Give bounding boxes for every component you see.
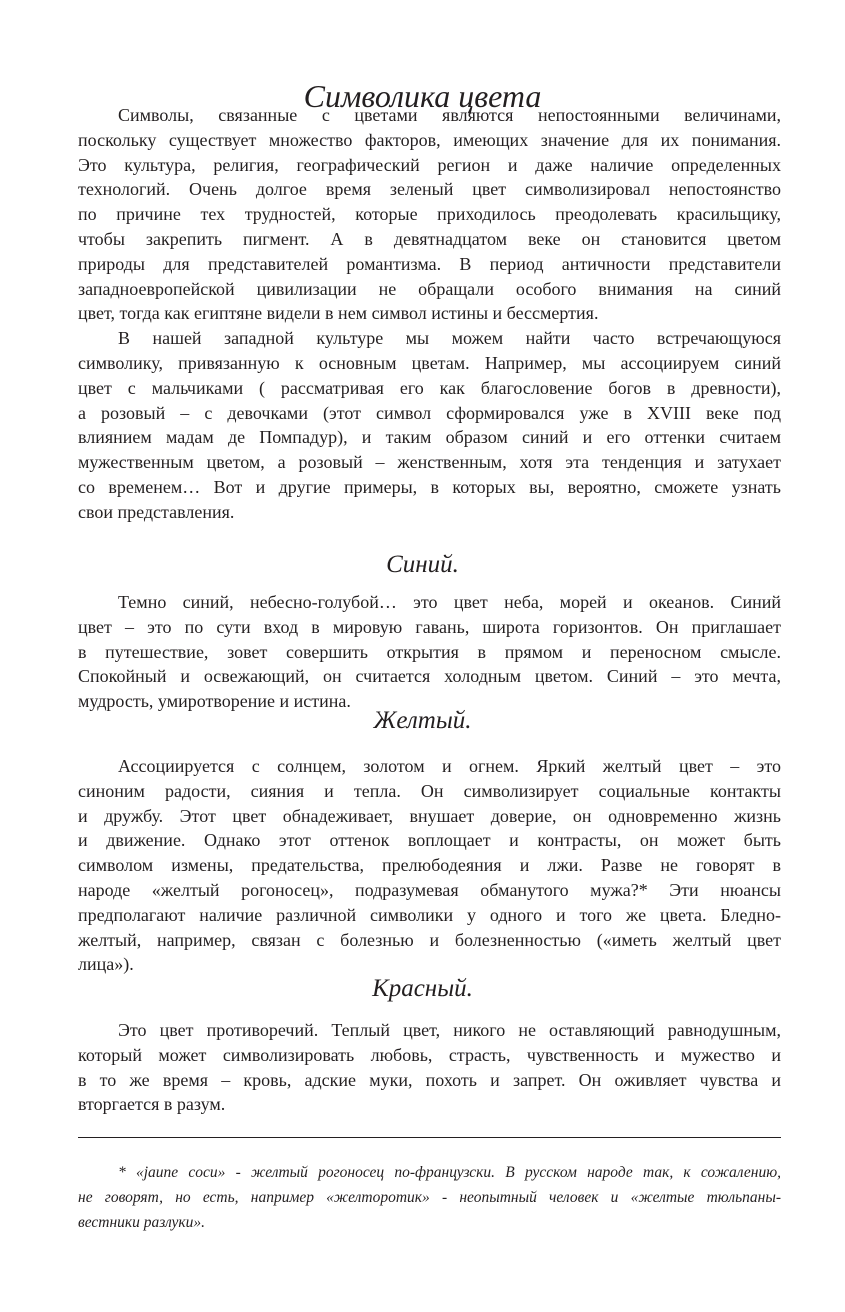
text-line: Символы, связанные с цветами являются непостоянными величинами, (118, 105, 781, 125)
section-body (78, 754, 781, 977)
text-line: цвет с мальчиками ( рассматривая его как благословение богов в древности), (78, 377, 781, 398)
section-heading: Красный. (372, 975, 473, 1002)
text-line: цвет, тогда как египтяне видели в нем символ истины и бессмертия. (78, 303, 599, 324)
text-line: синоним радости, сияния и тепла. Он символизирует социальные контакты (78, 780, 781, 801)
text-line: предполагают наличие различной символики у одного и того же цвета. Бледно- (78, 904, 781, 925)
text-line: в путешествие, зовет совершить открытия в прямом и переносном смысле. (78, 641, 781, 662)
text-line: чтобы закрепить пигмент. А в девятнадцатом веке он становится цветом (78, 228, 781, 249)
text-line: вторгается в разум. (78, 1094, 226, 1115)
footnote-line: не говорят, но есть, например «желторотик» - неопытный человек и «желтые тюльпаны- (78, 1189, 781, 1206)
text-line: а розовый – с девочками (этот символ сформировался уже в XVIII веке под (78, 402, 781, 423)
text-line: символику, привязанную к основным цветам. Например, мы ассоциируем синий (78, 352, 781, 373)
text-line: Это культура, религия, географический регион и даже наличие определенных (78, 154, 781, 175)
text-line: цвет – это по сути вход в мировую гавань, широта горизонтов. Он приглашает (78, 616, 781, 637)
paragraph (78, 590, 781, 714)
footnote-line: вестники разлуки». (78, 1214, 206, 1231)
section-heading: Желтый. (373, 707, 472, 734)
text-line: со временем… Вот и другие примеры, в которых вы, вероятно, сможете узнать (78, 476, 781, 497)
paragraph (78, 326, 781, 524)
text-line: технологий. Очень долгое время зеленый цвет символизировал непостоянство (78, 179, 781, 200)
text-line: символом измены, предательства, прелюбодеяния и лжи. Разве не говорят в (78, 855, 781, 876)
footnote-divider (78, 1137, 781, 1138)
text-line: поскольку существует множество факторов, имеющих значение для их понимания. (78, 129, 781, 150)
text-line: и дружбу. Этот цвет обнадеживает, внушает доверие, он одновременно жизнь (78, 805, 781, 826)
text-line: Ассоциируется с солнцем, золотом и огнем. Яркий желтый цвет – это (118, 756, 781, 776)
text-line: по причине тех трудностей, которые приходилось преодолевать красильщику, (78, 204, 781, 225)
text-line: влиянием мадам де Помпадур), и таким образом синий и его оттенки считаем (78, 427, 781, 448)
text-line: Спокойный и освежающий, он считается холодным цветом. Синий – это мечта, (78, 666, 781, 687)
text-line: природы для представителей романтизма. В период античности представители (78, 253, 781, 274)
text-line: желтый, например, связан с болезнью и болезненностью («иметь желтый цвет (78, 929, 781, 950)
footnote-line: * «jaune cocu» - желтый рогоносец по-французски. В русском народе так, к сожалению, (118, 1164, 781, 1181)
footnote (78, 1160, 781, 1235)
section-body (78, 1018, 781, 1117)
section-body (78, 103, 781, 525)
paragraph (78, 754, 781, 977)
text-line: В нашей западной культуре мы можем найти часто встречающуюся (118, 328, 781, 349)
section-heading: Синий. (386, 551, 459, 578)
text-line: в то же время – кровь, адские муки, похоть и запрет. Он оживляет чувства и (78, 1069, 781, 1090)
text-line: лица»). (78, 954, 134, 975)
text-line: мудрость, умиротворение и истина. (78, 691, 351, 712)
paragraph (78, 103, 781, 326)
paragraph (78, 1018, 781, 1117)
text-line: Темно синий, небесно-голубой… это цвет неба, морей и океанов. Синий (118, 592, 781, 612)
section-body (78, 590, 781, 714)
text-line: народе «желтый рогоносец», подразумевая обманутого мужа?* Эти нюансы (78, 879, 781, 900)
text-line: который может символизировать любовь, страсть, чувственность и мужество и (78, 1044, 781, 1065)
page-title: Символика цвета (303, 78, 542, 114)
text-line: свои представления. (78, 501, 235, 522)
text-line: мужественным цветом, а розовый – женственным, хотя эта тенденция и затухает (78, 452, 781, 473)
text-line: и движение. Однако этот оттенок воплощает и контрасты, он может быть (78, 830, 781, 851)
text-line: западноевропейской цивилизации не обращали особого внимания на синий (78, 278, 781, 299)
text-line: Это цвет противоречий. Теплый цвет, никого не оставляющий равнодушным, (118, 1020, 781, 1040)
